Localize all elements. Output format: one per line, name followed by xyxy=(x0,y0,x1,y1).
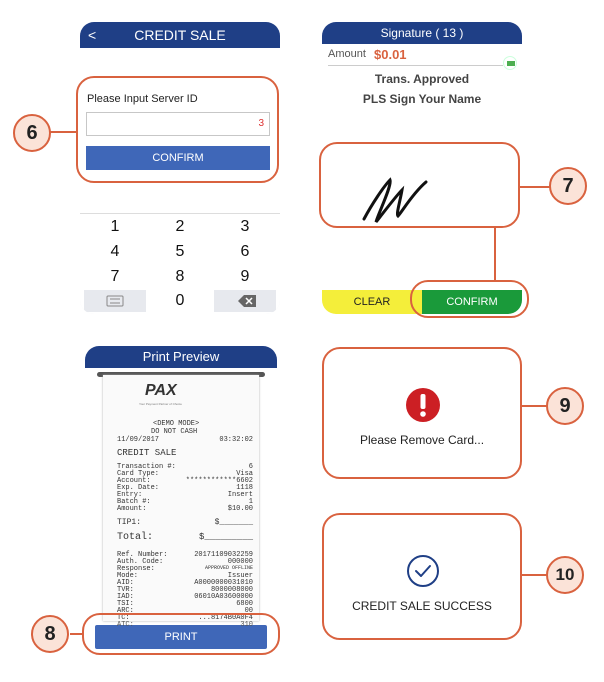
amount-label: Amount xyxy=(328,48,366,60)
back-icon[interactable]: < xyxy=(88,27,97,43)
message-icon[interactable] xyxy=(503,56,517,70)
receipt-label: TSI: xyxy=(117,600,134,608)
receipt-value: 20171109032259 xyxy=(194,551,253,559)
key-4[interactable]: 4 xyxy=(110,243,120,260)
clear-button[interactable]: CLEAR xyxy=(322,290,422,314)
callout-line-7b xyxy=(494,227,496,281)
receipt-value: 6800 xyxy=(236,600,253,608)
server-id-value: 3 xyxy=(258,118,264,129)
key-0[interactable]: 0 xyxy=(175,292,185,309)
receipt-label: AID: xyxy=(117,579,134,587)
receipt-label: TC: xyxy=(117,614,130,622)
receipt-value: 6 xyxy=(248,463,253,471)
server-id-label: Please Input Server ID xyxy=(87,93,198,105)
backspace-key[interactable] xyxy=(214,290,276,312)
total-label: Total: xyxy=(117,532,154,543)
receipt-label: Ref. Number: xyxy=(117,551,168,559)
key-7[interactable]: 7 xyxy=(110,268,120,285)
receipt-value: 310 xyxy=(240,621,253,629)
title-bar xyxy=(80,22,280,48)
receipt-sale-type: CREDIT SALE xyxy=(117,448,177,458)
receipt-value: 8000008000 xyxy=(210,586,253,594)
receipt-label: Batch #: xyxy=(117,498,151,506)
total-value: $_________ xyxy=(198,532,253,542)
key-9[interactable]: 9 xyxy=(240,268,250,285)
callout-7-confirm xyxy=(410,280,529,318)
receipt-value: 000000 xyxy=(227,558,253,566)
key-6[interactable]: 6 xyxy=(240,243,250,260)
pax-logo-tagline: Your Payment Partner of Choice xyxy=(139,402,182,406)
receipt-label: Mode: xyxy=(117,572,139,580)
receipt-label: ARC: xyxy=(117,607,134,615)
receipt-time: 03:32:02 xyxy=(219,436,253,444)
print-button-label: PRINT xyxy=(164,631,198,643)
keyboard-icon xyxy=(84,290,146,312)
demo-mode: <DEMO MODE> xyxy=(153,420,200,428)
callout-8 xyxy=(82,613,280,655)
page-title: Signature ( 13 ) xyxy=(380,26,464,40)
remove-card-screen xyxy=(322,347,522,479)
tip-value: $_______ xyxy=(214,518,253,527)
receipt-value: 00 xyxy=(244,607,253,615)
callout-6 xyxy=(76,76,279,183)
receipt-value: APPROVED OFFLINE xyxy=(204,565,253,571)
receipt-label: Account: xyxy=(117,477,151,485)
backspace-icon xyxy=(214,290,276,312)
keyboard-key[interactable] xyxy=(84,290,146,312)
step-badge-6: 6 xyxy=(13,114,51,152)
approved-text: Trans. Approved xyxy=(374,72,470,86)
title-bar xyxy=(85,346,277,368)
receipt-value: Insert xyxy=(227,491,253,499)
step-badge-10: 10 xyxy=(546,556,584,594)
step-badge-8: 8 xyxy=(31,615,69,653)
title-bar xyxy=(322,22,522,44)
receipt-value: $10.00 xyxy=(227,505,253,513)
receipt-value: Issuer xyxy=(227,572,253,580)
receipt-label: TVR: xyxy=(117,586,134,594)
do-not-cash: DO NOT CASH xyxy=(151,428,198,436)
receipt-value: 1118 xyxy=(236,484,253,492)
receipt-label: Card Type: xyxy=(117,470,160,478)
page-title: Print Preview xyxy=(142,349,220,364)
callout-7-signature xyxy=(319,142,520,228)
success-screen xyxy=(322,513,522,640)
step-badge-9: 9 xyxy=(546,387,584,425)
receipt-value: 06010A03600000 xyxy=(194,593,253,601)
receipt-label: Exp. Date: xyxy=(117,484,160,492)
receipt-label: IAD: xyxy=(117,593,134,601)
receipt-value: ************6602 xyxy=(185,477,253,485)
page-title: CREDIT SALE xyxy=(134,27,226,43)
tip-label: TIP1: xyxy=(117,518,142,527)
print-preview-screen xyxy=(85,346,277,651)
callout-line-8 xyxy=(70,633,83,635)
receipt-label: Auth. Code: xyxy=(117,558,164,566)
sign-prompt: PLS Sign Your Name xyxy=(362,92,482,106)
confirm-button[interactable]: CONFIRM xyxy=(422,290,522,314)
receipt-value: A0000000031010 xyxy=(194,579,253,587)
receipt-value: Visa xyxy=(236,470,253,478)
receipt-value: 1 xyxy=(248,498,253,506)
pax-logo xyxy=(145,382,177,400)
receipt-label: ATC: xyxy=(117,621,134,629)
remove-card-message: Please Remove Card... xyxy=(359,433,485,447)
key-8[interactable]: 8 xyxy=(175,268,185,285)
check-circle-icon xyxy=(405,553,441,589)
callout-line-7a xyxy=(519,186,550,188)
receipt-value: ...8174B0A0F4 xyxy=(198,614,253,622)
key-3[interactable]: 3 xyxy=(240,218,250,235)
confirm-button[interactable]: CONFIRM xyxy=(86,146,270,170)
receipt-label: Response: xyxy=(117,565,155,573)
key-1[interactable]: 1 xyxy=(110,218,120,235)
receipt-date: 11/09/2017 xyxy=(117,436,160,444)
receipt-label: Entry: xyxy=(117,491,143,499)
key-5[interactable]: 5 xyxy=(175,243,185,260)
success-message: CREDIT SALE SUCCESS xyxy=(352,599,492,613)
alert-icon xyxy=(405,387,441,423)
amount-value: $0.01 xyxy=(374,47,407,62)
amount-underline xyxy=(328,65,503,66)
pax-logo-text: PAX xyxy=(145,382,177,399)
receipt-label: Amount: xyxy=(117,505,147,513)
callout-line-6 xyxy=(50,131,77,133)
key-2[interactable]: 2 xyxy=(175,218,185,235)
step-badge-7: 7 xyxy=(549,167,587,205)
receipt-label: Transaction #: xyxy=(117,463,176,471)
